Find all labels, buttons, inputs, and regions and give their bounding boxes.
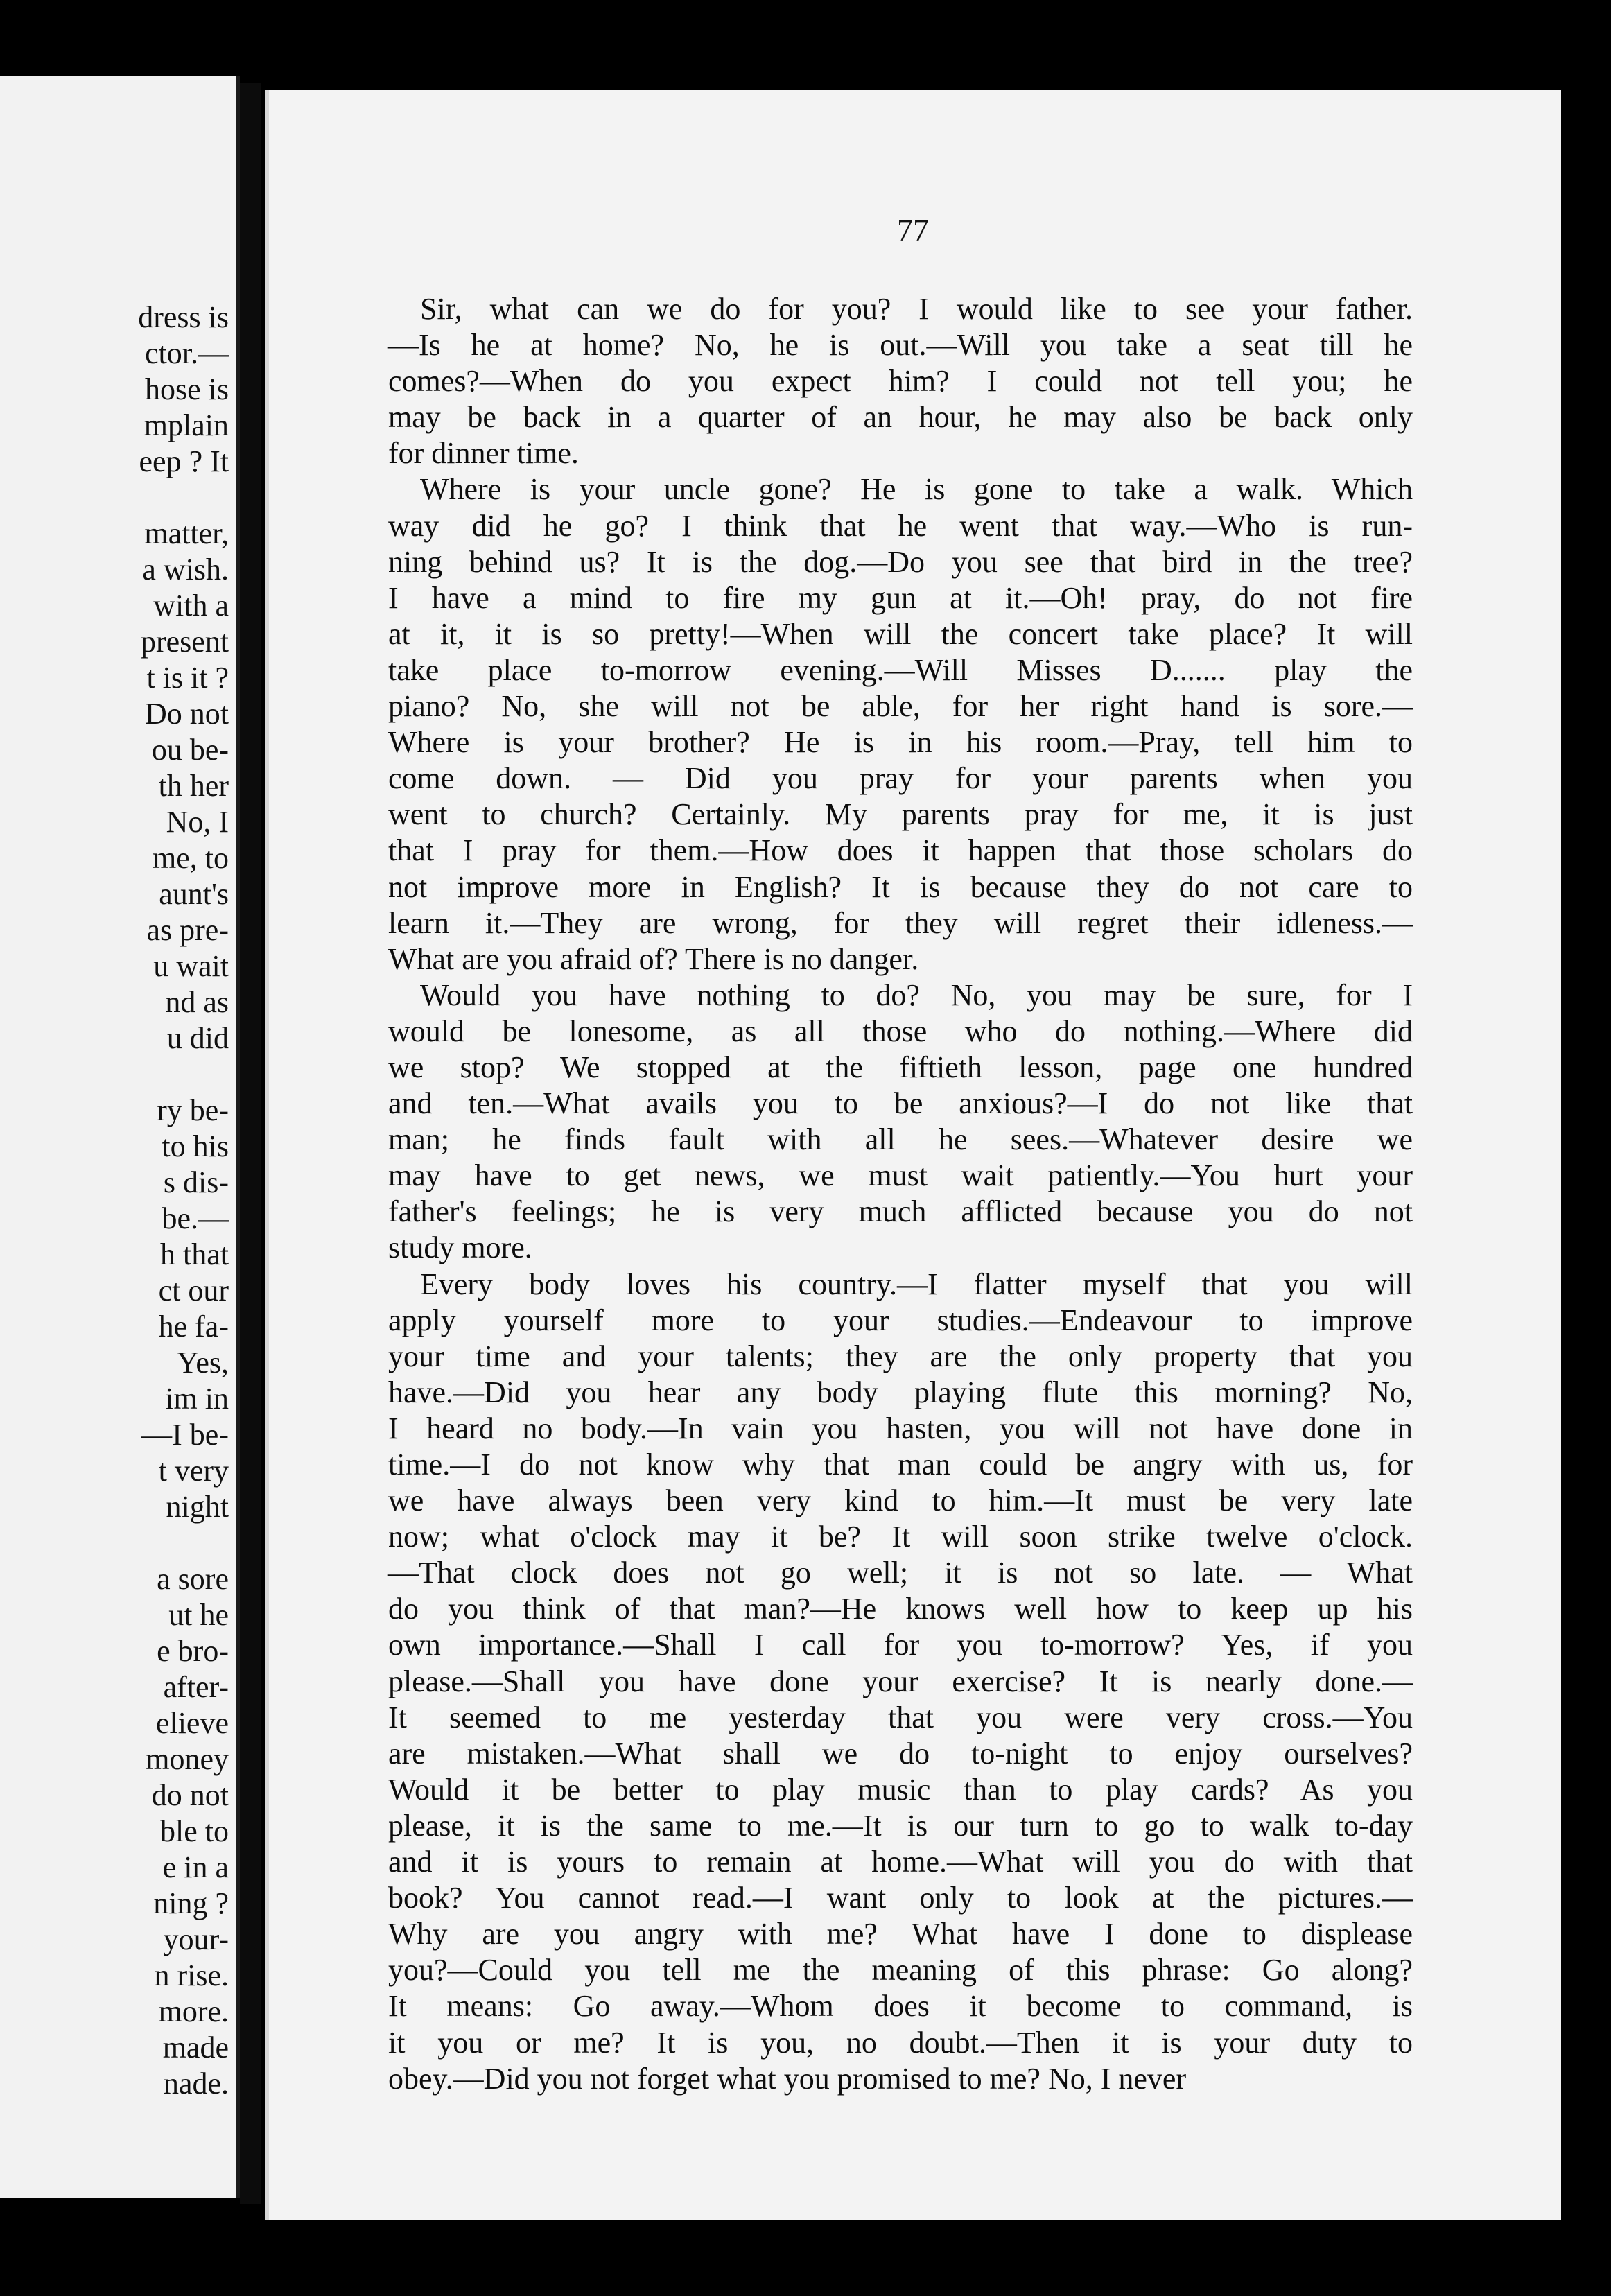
text-line: man; he finds fault with all he sees.—Whatever desire we (388, 1122, 1413, 1157)
left-page-line: to his (162, 1129, 229, 1163)
left-page-line: your- (163, 1922, 229, 1956)
text-line: are mistaken.—What shall we do to-night to enjoy ourselves? (388, 1736, 1413, 1771)
text-line: you?—Could you tell me the meaning of this phrase: Go along? (388, 1953, 1413, 1988)
left-page-line (138, 480, 229, 516)
left-page-line: t very (158, 1454, 229, 1488)
paragraph (388, 1267, 1413, 2097)
text-line: comes?—When do you expect him? I could not tell you; he (388, 364, 1413, 399)
text-line: apply yourself more to your studies.—Endeavour to improve (388, 1303, 1413, 1337)
text-line: Where is your brother? He is in his room.—Pray, tell him to (388, 725, 1413, 760)
text-line: your time and your talents; they are the only property that you (388, 1339, 1413, 1373)
text-line: take place to-morrow evening.—Will Misses D....... play the (388, 652, 1413, 687)
left-page-line: more. (158, 1994, 229, 2028)
text-line: that I pray for them.—How does it happen that those scholars do (388, 833, 1413, 868)
text-line: for dinner time. (388, 436, 579, 471)
left-page-line: nd as (165, 985, 229, 1019)
left-page-line: elieve (155, 1706, 229, 1740)
text-line: obey.—Did you not forget what you promised to me? No, I never (388, 2061, 1187, 2096)
left-page-line: night (166, 1490, 229, 1524)
left-page-line: ut he (168, 1598, 229, 1632)
text-line: It means: Go away.—Whom does it become to command, is (388, 1989, 1413, 2024)
text-line: now; what o'clock may it be? It will soon strike twelve o'clock. (388, 1520, 1413, 1554)
text-line: not improve more in English? It is because they do not care to (388, 869, 1413, 904)
text-line: —That clock does not go well; it is not so late. — What (388, 1556, 1413, 1590)
text-line: at it, it is so pretty!—When will the concert take place? It will (388, 616, 1413, 651)
left-page-line: ry be- (157, 1093, 229, 1127)
left-page-line: ou be- (151, 733, 229, 767)
text-line: and ten.—What avails you to be anxious?—I do not like that (388, 1086, 1413, 1121)
left-page-line: a wish. (142, 553, 229, 586)
left-page-line: after- (163, 1670, 229, 1704)
left-page-line: e in a (162, 1850, 229, 1884)
left-page-line: present (140, 625, 229, 659)
text-line: we have always been very kind to him.—It must be very late (388, 1484, 1413, 1518)
left-page-line: Do not (145, 697, 229, 731)
left-page-line: a sore (157, 1562, 229, 1596)
left-page-line: im in (165, 1382, 229, 1416)
left-page-line: No, I (166, 805, 229, 839)
paragraph (388, 291, 1413, 471)
left-page-line: ctor.— (145, 336, 229, 370)
left-page-line: —I be- (141, 1418, 229, 1452)
text-line: piano? No, she will not be able, for her right hand is sore.— (388, 689, 1413, 724)
text-line: went to church? Certainly. My parents pray for me, it is just (388, 797, 1413, 832)
text-line: Would you have nothing to do? No, you may be sure, for I (420, 977, 1413, 1012)
text-line: I heard no body.—In vain you hasten, you will not have done in (388, 1411, 1413, 1445)
left-page-line: with a (153, 589, 229, 623)
left-page-line: dress is (138, 300, 229, 334)
page-number: 77 (897, 212, 929, 247)
left-page-line: made (162, 2030, 229, 2064)
left-page-line: matter, (144, 516, 229, 550)
text-line: way did he go? I think that he went that way.—Who is run- (388, 508, 1413, 543)
text-line: What are you afraid of? There is no danger. (388, 941, 919, 976)
left-page-line: nade. (163, 2067, 229, 2101)
text-line: come down. — Did you pray for your parents when you (388, 761, 1413, 796)
text-line: please, it is the same to me.—It is our turn to go to walk to-day (388, 1808, 1413, 1843)
text-line: Sir, what can we do for you? I would like to see your father. (420, 292, 1413, 326)
text-line: It seemed to me yesterday that you were very cross.—You (388, 1700, 1413, 1734)
left-page-line: th her (158, 769, 229, 803)
book-gutter (240, 83, 261, 2204)
text-line: we stop? We stopped at the fiftieth lesson, page one hundred (388, 1050, 1413, 1084)
text-line: learn it.—They are wrong, for they will regret their idleness.— (388, 905, 1413, 940)
left-page-line: s dis- (163, 1165, 229, 1199)
left-page-line: t is it ? (146, 661, 229, 695)
text-line: own importance.—Shall I call for you to-morrow? Yes, if you (388, 1628, 1413, 1662)
page-body-text (388, 291, 1413, 2097)
text-line: would be lonesome, as all those who do nothing.—Where did (388, 1014, 1413, 1048)
text-line: have.—Did you hear any body playing flute this morning? No, (388, 1375, 1413, 1409)
text-line: Where is your uncle gone? He is gone to take a walk. Which (420, 472, 1413, 507)
left-page-line (138, 1525, 229, 1561)
left-page-line: money (146, 1742, 229, 1776)
left-page-line: aunt's (159, 877, 229, 911)
left-page-line: u wait (153, 949, 229, 983)
text-line: father's feelings; he is very much afflicted because you do not (388, 1194, 1413, 1229)
text-line: Would it be better to play music than to play cards? As you (388, 1772, 1413, 1807)
text-line: may have to get news, we must wait patiently.—You hurt your (388, 1158, 1413, 1193)
left-page-fragment (0, 76, 240, 2198)
left-page-line: eep ? It (139, 444, 229, 478)
text-line: study more. (388, 1230, 532, 1265)
text-line: time.—I do not know why that man could be angry with us, for (388, 1447, 1413, 1481)
left-page-line: he fa- (158, 1310, 229, 1343)
text-line: it you or me? It is you, no doubt.—Then it is your duty to (388, 2025, 1413, 2060)
left-page-line: ble to (160, 1814, 229, 1848)
text-line: and it is yours to remain at home.—What will you do with that (388, 1845, 1413, 1879)
paragraph (388, 977, 1413, 1267)
left-page-line: h that (160, 1237, 229, 1271)
left-page-line: ning ? (153, 1886, 229, 1920)
left-page-line: me, to (153, 841, 229, 875)
right-page (265, 90, 1561, 2220)
text-line: do you think of that man?—He knows well how to keep up his (388, 1592, 1413, 1626)
left-page-line: hose is (145, 372, 229, 406)
left-page-line: Yes, (176, 1346, 229, 1380)
left-page-line: be.— (162, 1201, 229, 1235)
paragraph (388, 471, 1413, 977)
left-page-line: u did (166, 1021, 229, 1055)
text-line: may be back in a quarter of an hour, he may also be back only (388, 400, 1413, 435)
text-line: ning behind us? It is the dog.—Do you see that bird in the tree? (388, 544, 1413, 579)
text-line: Why are you angry with me? What have I done to displease (388, 1917, 1413, 1951)
left-page-line: as pre- (146, 913, 229, 947)
left-page-line: do not (151, 1778, 229, 1812)
text-line: book? You cannot read.—I want only to look at the pictures.— (388, 1881, 1413, 1915)
text-line: —Is he at home? No, he is out.—Will you take a seat till he (388, 328, 1413, 363)
text-line: I have a mind to fire my gun at it.—Oh! pray, do not fire (388, 580, 1413, 615)
left-page-line: n rise. (154, 1958, 229, 1992)
left-page-text (138, 299, 229, 2102)
text-line: please.—Shall you have done your exercise? It is nearly done.— (388, 1664, 1413, 1698)
left-page-line: mplain (143, 408, 229, 442)
text-line: Every body loves his country.—I flatter myself that you will (420, 1267, 1413, 1301)
left-page-line: e bro- (157, 1634, 229, 1668)
left-page-line: ct our (158, 1273, 229, 1307)
left-page-line (138, 1056, 229, 1093)
